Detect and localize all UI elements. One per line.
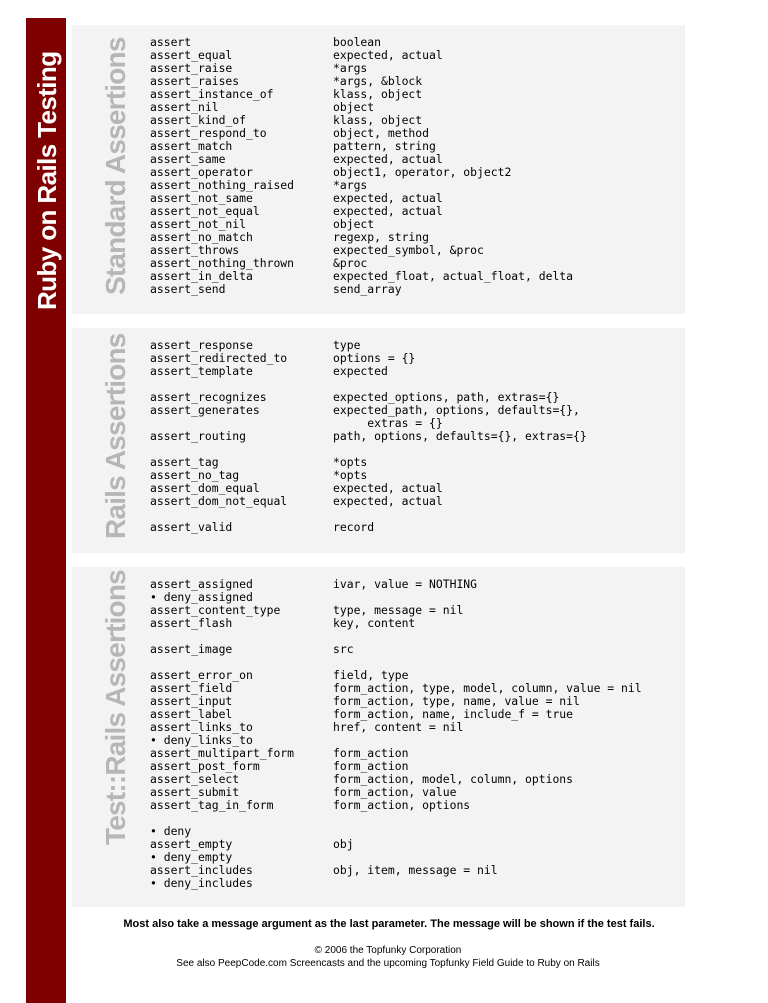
section-test-rails-assertions xyxy=(72,567,685,907)
section-title: Test::Rails Assertions xyxy=(100,570,131,845)
assertion-args: regexp, string xyxy=(333,230,430,244)
assertion-args: record xyxy=(333,520,375,534)
assertion-args: extras = {} xyxy=(333,416,443,430)
assertion-args: *opts xyxy=(333,455,368,469)
document-title: Ruby on Rails Testing xyxy=(32,51,62,310)
assertion-name: assert_label xyxy=(150,707,233,721)
assertion-name: assert_links_to xyxy=(150,720,253,734)
assertion-args: ivar, value = NOTHING xyxy=(333,577,478,591)
assertion-args: klass, object xyxy=(333,113,423,127)
assertion-name: assert_operator xyxy=(150,165,253,179)
assertion-name: assert_not_nil xyxy=(150,217,247,231)
assertion-args: *args xyxy=(333,178,368,192)
assertion-name: assert_in_delta xyxy=(150,269,253,283)
assertion-args: form_action, value xyxy=(333,785,457,799)
assertion-args: form_action, type, name, value = nil xyxy=(333,694,580,708)
assertion-args: expected, actual xyxy=(333,204,443,218)
assertion-args: expected xyxy=(333,364,388,378)
assertion-name: assert_not_same xyxy=(150,191,253,205)
section-title: Rails Assertions xyxy=(100,333,131,539)
assertion-args: obj, item, message = nil xyxy=(333,863,498,877)
assertion-args: path, options, defaults={}, extras={} xyxy=(333,429,587,443)
assertion-name: assert_nothing_thrown xyxy=(150,256,295,270)
assertion-name: assert_recognizes xyxy=(150,390,267,404)
assertion-args: expected, actual xyxy=(333,494,443,508)
assertion-name: assert_submit xyxy=(150,785,240,799)
message-footnote: Most also take a message argument as the last parameter. The message will be shown if the test fails. xyxy=(123,918,655,930)
assertion-name: assert_empty xyxy=(150,837,233,851)
assertion-args: form_action, options xyxy=(333,798,471,812)
assertion-args: expected, actual xyxy=(333,481,443,495)
assertion-name: • deny_links_to xyxy=(150,733,253,747)
assertion-name: assert_select xyxy=(150,772,240,786)
assertion-args: expected, actual xyxy=(333,48,443,62)
assertion-args: type, message = nil xyxy=(333,603,464,617)
assertion-name: assert_raise xyxy=(150,61,233,75)
assertion-args: field, type xyxy=(333,668,409,682)
assertion-name: assert_multipart_form xyxy=(150,746,295,760)
assertion-args: expected_path, options, defaults={}, xyxy=(333,403,580,417)
assertion-name: assert_nil xyxy=(150,100,219,114)
assertion-args: expected, actual xyxy=(333,191,443,205)
assertion-name: assert_kind_of xyxy=(150,113,247,127)
assertion-name: assert_routing xyxy=(150,429,247,443)
assertion-args: boolean xyxy=(333,35,382,49)
assertion-name: assert xyxy=(150,35,192,49)
assertion-args: *args, &block xyxy=(333,74,423,88)
assertion-args: type xyxy=(333,338,361,352)
assertion-args: src xyxy=(333,642,354,656)
assertion-args: options = {} xyxy=(333,351,416,365)
assertion-args: pattern, string xyxy=(333,139,436,153)
assertion-name: assert_response xyxy=(150,338,253,352)
assertion-args: expected_options, path, extras={} xyxy=(333,390,560,404)
see-also-note: See also PeepCode.com Screencasts and the upcoming Topfunky Field Guide to Ruby on Rails xyxy=(176,958,600,969)
assertion-name: assert_valid xyxy=(150,520,233,534)
assertion-name: assert_image xyxy=(150,642,233,656)
assertion-args: key, content xyxy=(333,616,416,630)
assertion-name: assert_match xyxy=(150,139,233,153)
assertion-args: form_action, model, column, options xyxy=(333,772,574,786)
assertion-args: *opts xyxy=(333,468,368,482)
assertion-args: klass, object xyxy=(333,87,423,101)
assertion-name: assert_redirected_to xyxy=(150,351,288,365)
assertion-name: assert_post_form xyxy=(150,759,260,773)
assertion-name: assert_same xyxy=(150,152,226,166)
assertion-name: • deny xyxy=(150,824,192,838)
assertion-name: assert_no_tag xyxy=(150,468,240,482)
assertion-name: assert_throws xyxy=(150,243,240,257)
section-rails-assertions xyxy=(72,328,685,553)
assertion-args: object xyxy=(333,217,375,231)
assertion-name: assert_respond_to xyxy=(150,126,267,140)
assertion-name: assert_assigned xyxy=(150,577,253,591)
assertion-name: assert_tag xyxy=(150,455,219,469)
copyright: © 2006 the Topfunky Corporation xyxy=(314,945,462,956)
assertion-name: assert_raises xyxy=(150,74,240,88)
assertion-name: assert_no_match xyxy=(150,230,253,244)
assertion-name: assert_not_equal xyxy=(150,204,260,218)
section-standard-assertions xyxy=(72,25,685,314)
assertion-name: assert_nothing_raised xyxy=(150,178,295,192)
assertion-args: *args xyxy=(333,61,368,75)
assertion-name: assert_input xyxy=(150,694,233,708)
assertion-args: form_action xyxy=(333,746,409,760)
assertion-args: send_array xyxy=(333,282,402,296)
assertion-args: form_action, name, include_f = true xyxy=(333,707,574,721)
assertion-args: object xyxy=(333,100,375,114)
section-title: Standard Assertions xyxy=(100,37,131,295)
assertion-args: expected_float, actual_float, delta xyxy=(333,269,574,283)
assertion-args: expected_symbol, &proc xyxy=(333,243,484,257)
assertion-name: assert_send xyxy=(150,282,226,296)
assertion-name: assert_equal xyxy=(150,48,233,62)
assertion-name: • deny_includes xyxy=(150,876,253,890)
assertion-name: assert_instance_of xyxy=(150,87,274,101)
assertion-args: href, content = nil xyxy=(333,720,464,734)
assertion-args: &proc xyxy=(333,256,368,270)
assertion-name: assert_dom_not_equal xyxy=(150,494,288,508)
assertion-name: assert_template xyxy=(150,364,253,378)
assertion-name: assert_field xyxy=(150,681,233,695)
assertion-args: obj xyxy=(333,837,354,851)
assertion-args: expected, actual xyxy=(333,152,443,166)
assertion-args: object, method xyxy=(333,126,430,140)
assertion-name: assert_includes xyxy=(150,863,253,877)
assertion-args: object1, operator, object2 xyxy=(333,165,512,179)
assertion-name: assert_dom_equal xyxy=(150,481,260,495)
assertion-args: form_action xyxy=(333,759,409,773)
assertion-name: assert_tag_in_form xyxy=(150,798,274,812)
assertion-name: assert_error_on xyxy=(150,668,253,682)
assertion-name: • deny_empty xyxy=(150,850,233,864)
sidebar-band xyxy=(26,18,66,1003)
assertion-name: assert_generates xyxy=(150,403,260,417)
assertion-name: assert_flash xyxy=(150,616,233,630)
assertion-name: • deny_assigned xyxy=(150,590,253,604)
assertion-name: assert_content_type xyxy=(150,603,281,617)
assertion-args: form_action, type, model, column, value = nil xyxy=(333,681,642,695)
